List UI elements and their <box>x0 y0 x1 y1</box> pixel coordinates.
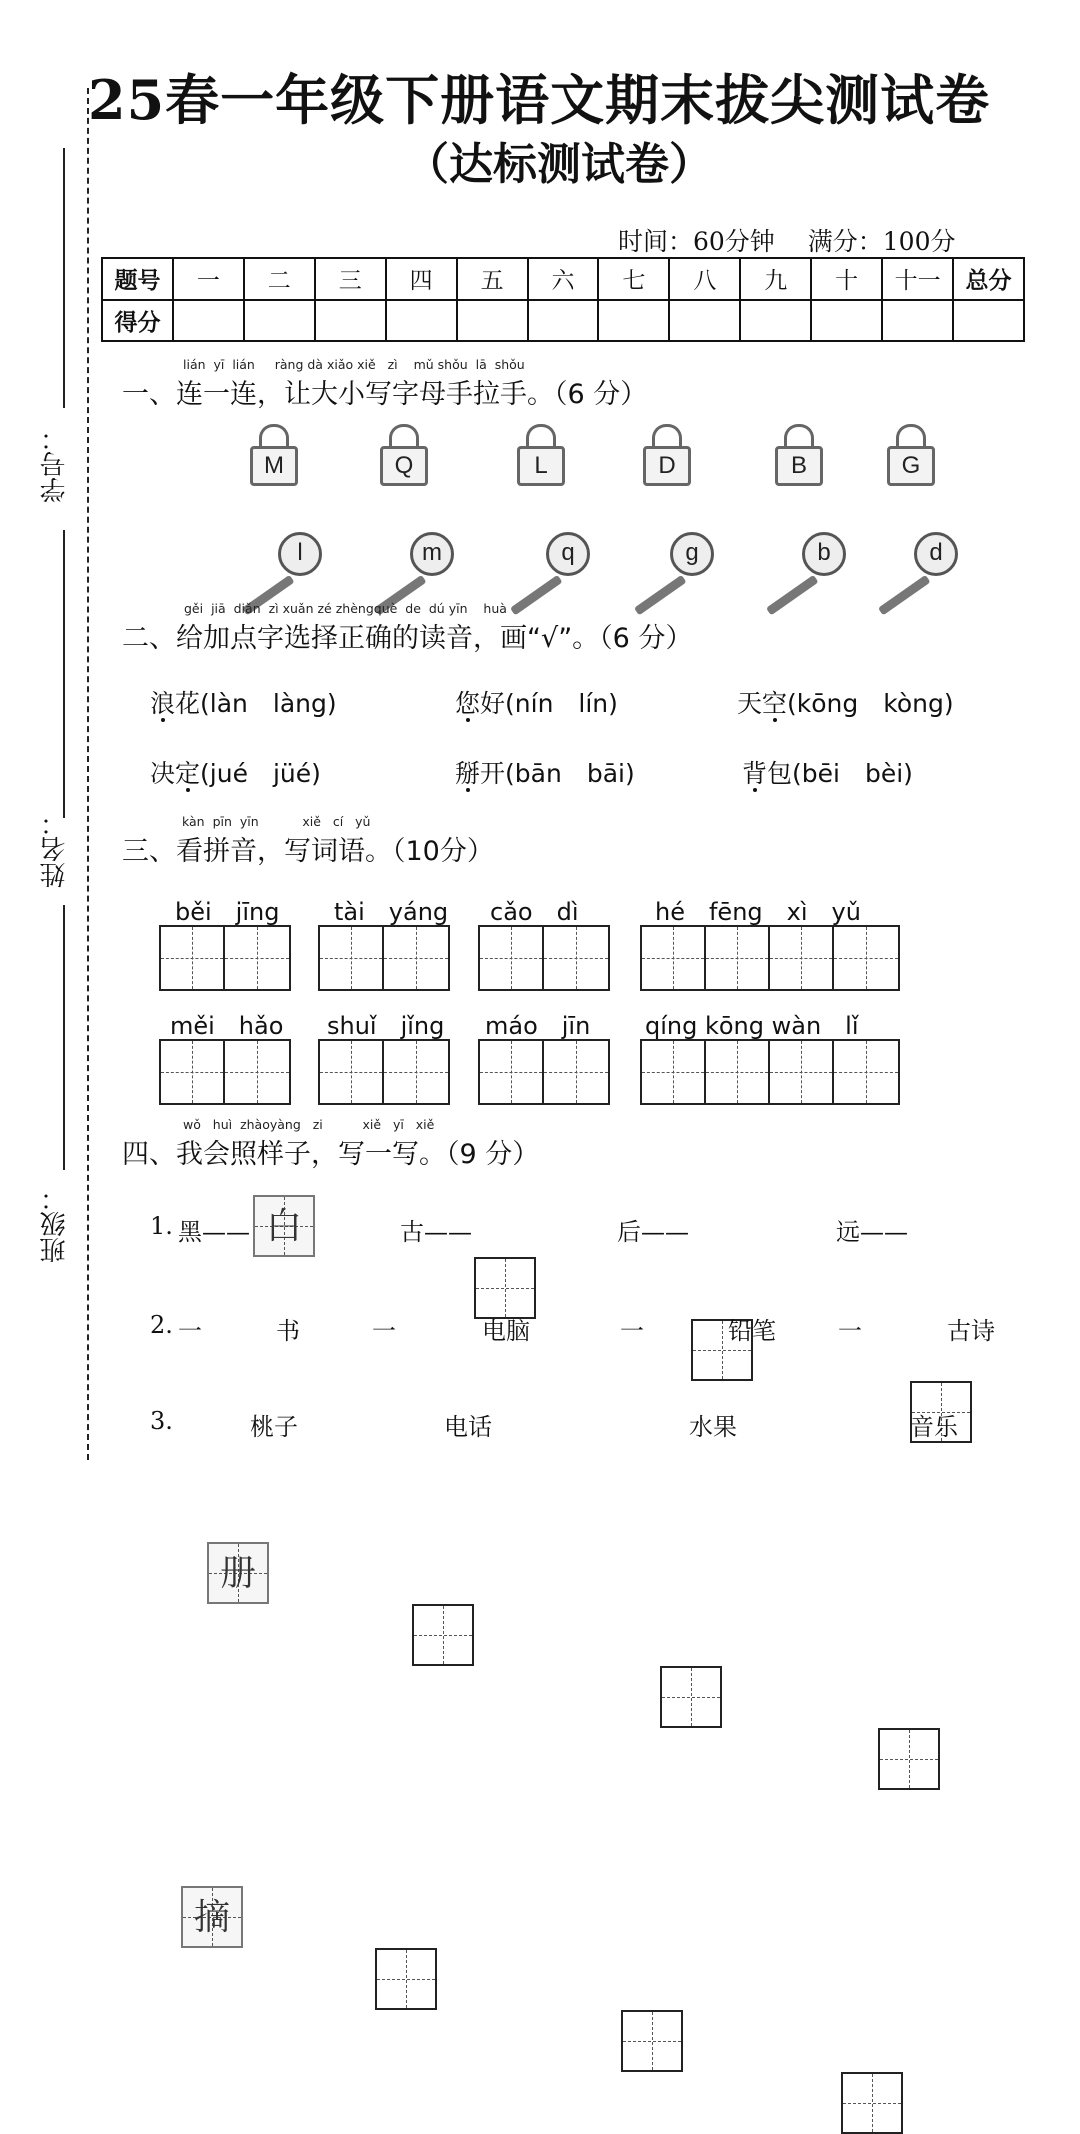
page-subtitle: （达标测试卷） <box>405 139 713 190</box>
key-letter: q <box>546 532 590 576</box>
answer-box[interactable] <box>412 1604 474 1666</box>
key-g[interactable] <box>630 530 720 590</box>
write-cell[interactable] <box>642 1041 706 1103</box>
score-cell[interactable] <box>882 300 953 342</box>
pinyin: huà <box>483 601 507 616</box>
choice-item-ninhao[interactable] <box>455 684 618 720</box>
char: 好 <box>480 689 506 718</box>
student-no-label: 学号： <box>40 425 70 503</box>
score-cell[interactable] <box>953 300 1024 342</box>
pinyin: què <box>373 601 398 616</box>
write-cell[interactable] <box>834 1041 898 1103</box>
write-cell[interactable] <box>225 1041 289 1103</box>
pinyin: lā <box>475 357 487 372</box>
key-shaft-icon <box>878 575 931 616</box>
pinyin: mǔ <box>413 357 434 372</box>
pinyin: shǒu <box>437 357 468 372</box>
reading-options[interactable]: (kōng kòng) <box>787 689 954 718</box>
write-grid-2[interactable] <box>318 1039 450 1105</box>
header-cell: 总分 <box>953 258 1024 300</box>
answer-box[interactable] <box>660 1666 722 1728</box>
key-letter: g <box>670 532 714 576</box>
pinyin: yàng <box>269 1117 301 1132</box>
prompt-word: 古—— <box>400 1218 472 1246</box>
pinyin-prompt: máo jīn <box>485 1012 591 1040</box>
pinyin-prompt: běi jīng <box>175 898 280 926</box>
pinyin: wǒ <box>183 1117 201 1132</box>
write-cell[interactable] <box>834 927 898 989</box>
row-number: 2. <box>150 1311 173 1339</box>
write-grid-2[interactable] <box>478 925 610 991</box>
header-cell: 八 <box>669 258 740 300</box>
name-label: 姓名： <box>40 810 70 888</box>
dotted-char: 空 <box>762 689 788 718</box>
answer-box[interactable] <box>878 1728 940 1790</box>
pinyin: zé <box>317 601 332 616</box>
page-title: 25春一年级下册语文期末拔尖测试卷 <box>88 68 991 132</box>
row-number: 1. <box>150 1212 173 1240</box>
pinyin: lián <box>232 357 255 372</box>
key-shaft-icon <box>766 575 819 616</box>
header-cell: 九 <box>740 258 811 300</box>
pinyin-prompt: tài yáng <box>334 898 449 926</box>
measure-one: 一 <box>178 1317 202 1345</box>
char: 花 <box>175 689 201 718</box>
score-cell[interactable] <box>457 300 528 342</box>
lock-G[interactable] <box>887 424 933 484</box>
score-cell[interactable] <box>598 300 669 342</box>
example-char: 白 <box>265 1206 302 1247</box>
lock-M[interactable] <box>250 424 296 484</box>
pinyin: xiǎo <box>326 357 354 372</box>
pinyin: cí <box>332 814 344 829</box>
header-cell: 一 <box>173 258 244 300</box>
choice-item-tiankong[interactable] <box>737 684 954 720</box>
write-cell[interactable] <box>480 927 544 989</box>
key-shaft-icon <box>634 575 687 616</box>
key-q[interactable] <box>506 530 596 590</box>
write-grid-4[interactable] <box>640 1039 900 1105</box>
pinyin: xiě <box>357 357 376 372</box>
pinyin: pīn <box>212 814 232 829</box>
answer-box[interactable] <box>841 2072 903 2134</box>
section-4-title: 四、我会照样子，写一写。（9 分） <box>122 1139 540 1170</box>
noun-word: 电脑 <box>482 1317 530 1345</box>
pinyin-prompt: shuǐ jǐng <box>327 1012 445 1040</box>
pinyin: yī <box>392 1117 404 1132</box>
score-table-score-row <box>102 300 1024 342</box>
name-line <box>63 530 65 818</box>
score-cell[interactable] <box>528 300 599 342</box>
pinyin: yīn <box>448 601 468 616</box>
header-cell: 二 <box>244 258 315 300</box>
score-table <box>101 257 1025 342</box>
lock-Q[interactable] <box>380 424 426 484</box>
header-cell: 题号 <box>102 258 173 300</box>
section-3-title: 三、看拼音，写词语。（10分） <box>122 836 494 867</box>
pinyin: yǔ <box>355 814 371 829</box>
write-cell[interactable] <box>706 1041 770 1103</box>
pinyin: jiā <box>211 601 226 616</box>
key-letter: l <box>278 532 322 576</box>
lock-letter: G <box>887 446 935 486</box>
section-1-title: 一、连一连，让大小写字母手拉手。（6 分） <box>122 379 648 410</box>
example-word: 桃子 <box>250 1413 298 1441</box>
pinyin: yīn <box>239 814 259 829</box>
pinyin: lián <box>183 357 206 372</box>
write-cell[interactable] <box>480 1041 544 1103</box>
measure-one: 一 <box>838 1317 862 1345</box>
write-grid-4[interactable] <box>640 925 900 991</box>
score-cell[interactable] <box>386 300 457 342</box>
pinyin-prompt: měi hǎo <box>170 1012 284 1040</box>
lock-letter: D <box>643 446 691 486</box>
sec3-pinyin <box>182 814 370 829</box>
write-cell[interactable] <box>161 1041 225 1103</box>
write-cell[interactable] <box>706 927 770 989</box>
pinyin: xiě <box>302 814 321 829</box>
key-letter: b <box>802 532 846 576</box>
header-cell: 十一 <box>882 258 953 300</box>
header-cell: 十 <box>811 258 882 300</box>
example-char: 摘 <box>193 1897 230 1938</box>
key-letter: d <box>914 532 958 576</box>
header-cell: 四 <box>386 258 457 300</box>
pinyin-prompt: hé fēng xì yǔ <box>655 898 861 926</box>
example-word: 黑—— <box>178 1218 250 1246</box>
choice-item-jueding[interactable] <box>150 754 321 790</box>
score-cell[interactable] <box>315 300 386 342</box>
pinyin: diǎn <box>233 601 261 616</box>
pinyin: dà <box>307 357 323 372</box>
pinyin: huì <box>212 1117 233 1132</box>
answer-box[interactable] <box>621 2010 683 2072</box>
noun-word: 音乐 <box>910 1413 958 1441</box>
write-grid-2[interactable] <box>478 1039 610 1105</box>
key-letter: m <box>410 532 454 576</box>
pinyin: yī <box>213 357 225 372</box>
lock-letter: M <box>250 446 298 486</box>
noun-word: 铅笔 <box>728 1317 776 1345</box>
lock-letter: Q <box>380 446 428 486</box>
reading-options[interactable]: (bēi bèi) <box>792 759 913 788</box>
score-cell[interactable] <box>669 300 740 342</box>
write-grid-2[interactable] <box>159 1039 291 1105</box>
sec1-pinyin <box>183 357 525 372</box>
answer-box[interactable] <box>375 1948 437 2010</box>
example-box <box>181 1886 243 1948</box>
pinyin: xiě <box>415 1117 435 1132</box>
score-cell[interactable] <box>244 300 315 342</box>
pinyin: gěi <box>184 601 204 616</box>
header-cell: 三 <box>315 258 386 300</box>
header-cell: 六 <box>528 258 599 300</box>
write-cell[interactable] <box>544 1041 608 1103</box>
dotted-char: 您 <box>455 689 481 718</box>
student-no-line <box>63 148 65 408</box>
pinyin: zì <box>268 601 279 616</box>
char: 决 <box>150 759 176 788</box>
char: 天 <box>737 689 763 718</box>
score-row-label: 得分 <box>102 300 173 342</box>
section-2-title: 二、给加点字选择正确的读音，画“√”。（6 分） <box>122 623 693 654</box>
dotted-char: 定 <box>175 759 201 788</box>
key-m[interactable] <box>370 530 460 590</box>
char: 包 <box>767 759 793 788</box>
noun-word: 水果 <box>689 1413 737 1441</box>
key-l[interactable] <box>238 530 328 590</box>
measure-one: 一 <box>620 1317 644 1345</box>
write-grid-2[interactable] <box>159 925 291 991</box>
measure-one: 一 <box>372 1317 396 1345</box>
write-cell[interactable] <box>544 927 608 989</box>
write-grid-2[interactable] <box>318 925 450 991</box>
write-cell[interactable] <box>225 927 289 989</box>
char: 开 <box>480 759 506 788</box>
answer-box[interactable] <box>474 1257 536 1319</box>
example-box <box>207 1542 269 1604</box>
dotted-char: 掰 <box>455 759 481 788</box>
noun-word: 电话 <box>444 1413 492 1441</box>
score-cell[interactable] <box>173 300 244 342</box>
pinyin: zi <box>312 1117 323 1132</box>
lock-B[interactable] <box>775 424 821 484</box>
class-line <box>63 905 65 1170</box>
lock-D[interactable] <box>643 424 689 484</box>
pinyin: xiě <box>362 1117 382 1132</box>
class-label: 班级： <box>40 1185 70 1263</box>
noun-word: 古诗 <box>947 1317 995 1345</box>
score-cell[interactable] <box>740 300 811 342</box>
example-box <box>253 1195 315 1257</box>
write-cell[interactable] <box>770 1041 834 1103</box>
write-cell[interactable] <box>320 927 384 989</box>
key-d[interactable] <box>874 530 964 590</box>
pinyin: de <box>405 601 421 616</box>
sec2-pinyin <box>184 601 507 616</box>
pinyin-prompt: qíng kōng wàn lǐ <box>645 1012 859 1040</box>
score-table-header-row <box>102 258 1024 300</box>
prompt-word: 远—— <box>836 1218 908 1246</box>
reading-options[interactable]: (nín lín) <box>505 689 618 718</box>
pinyin: kàn <box>182 814 205 829</box>
pinyin: dú <box>428 601 445 616</box>
time-score-info: 时间：60分钟 满分：100分 <box>618 227 956 256</box>
lock-L[interactable] <box>517 424 563 484</box>
sec4-pinyin <box>183 1117 434 1132</box>
header-cell: 七 <box>598 258 669 300</box>
pinyin: zhèng <box>335 601 374 616</box>
header-cell: 五 <box>457 258 528 300</box>
key-shaft-icon <box>510 575 563 616</box>
pinyin: zì <box>387 357 398 372</box>
binding-dashed-line <box>87 88 89 1460</box>
write-cell[interactable] <box>384 1041 448 1103</box>
lock-letter: L <box>517 446 565 486</box>
dotted-char: 浪 <box>150 689 176 718</box>
pinyin: shǒu <box>494 357 525 372</box>
reading-options[interactable]: (jué jüé) <box>200 759 321 788</box>
write-cell[interactable] <box>320 1041 384 1103</box>
pinyin: zhào <box>240 1117 270 1132</box>
pinyin: xuǎn <box>282 601 314 616</box>
choice-item-langhua[interactable] <box>150 684 337 720</box>
write-cell[interactable] <box>642 927 706 989</box>
score-cell[interactable] <box>811 300 882 342</box>
reading-options[interactable]: (bān bāi) <box>505 759 635 788</box>
reading-options[interactable]: (làn làng) <box>200 689 337 718</box>
choice-item-baikai[interactable] <box>455 754 635 790</box>
write-cell[interactable] <box>161 927 225 989</box>
choice-item-beibao[interactable] <box>742 754 913 790</box>
row-number: 3. <box>150 1407 173 1435</box>
key-b[interactable] <box>762 530 852 590</box>
write-cell[interactable] <box>384 927 448 989</box>
example-char: 册 <box>219 1553 256 1594</box>
pinyin-prompt: cǎo dì <box>490 898 579 926</box>
example-word: 书 <box>276 1317 300 1345</box>
prompt-word: 后—— <box>617 1218 689 1246</box>
write-cell[interactable] <box>770 927 834 989</box>
dotted-char: 背 <box>742 759 768 788</box>
pinyin: ràng <box>274 357 304 372</box>
lock-letter: B <box>775 446 823 486</box>
